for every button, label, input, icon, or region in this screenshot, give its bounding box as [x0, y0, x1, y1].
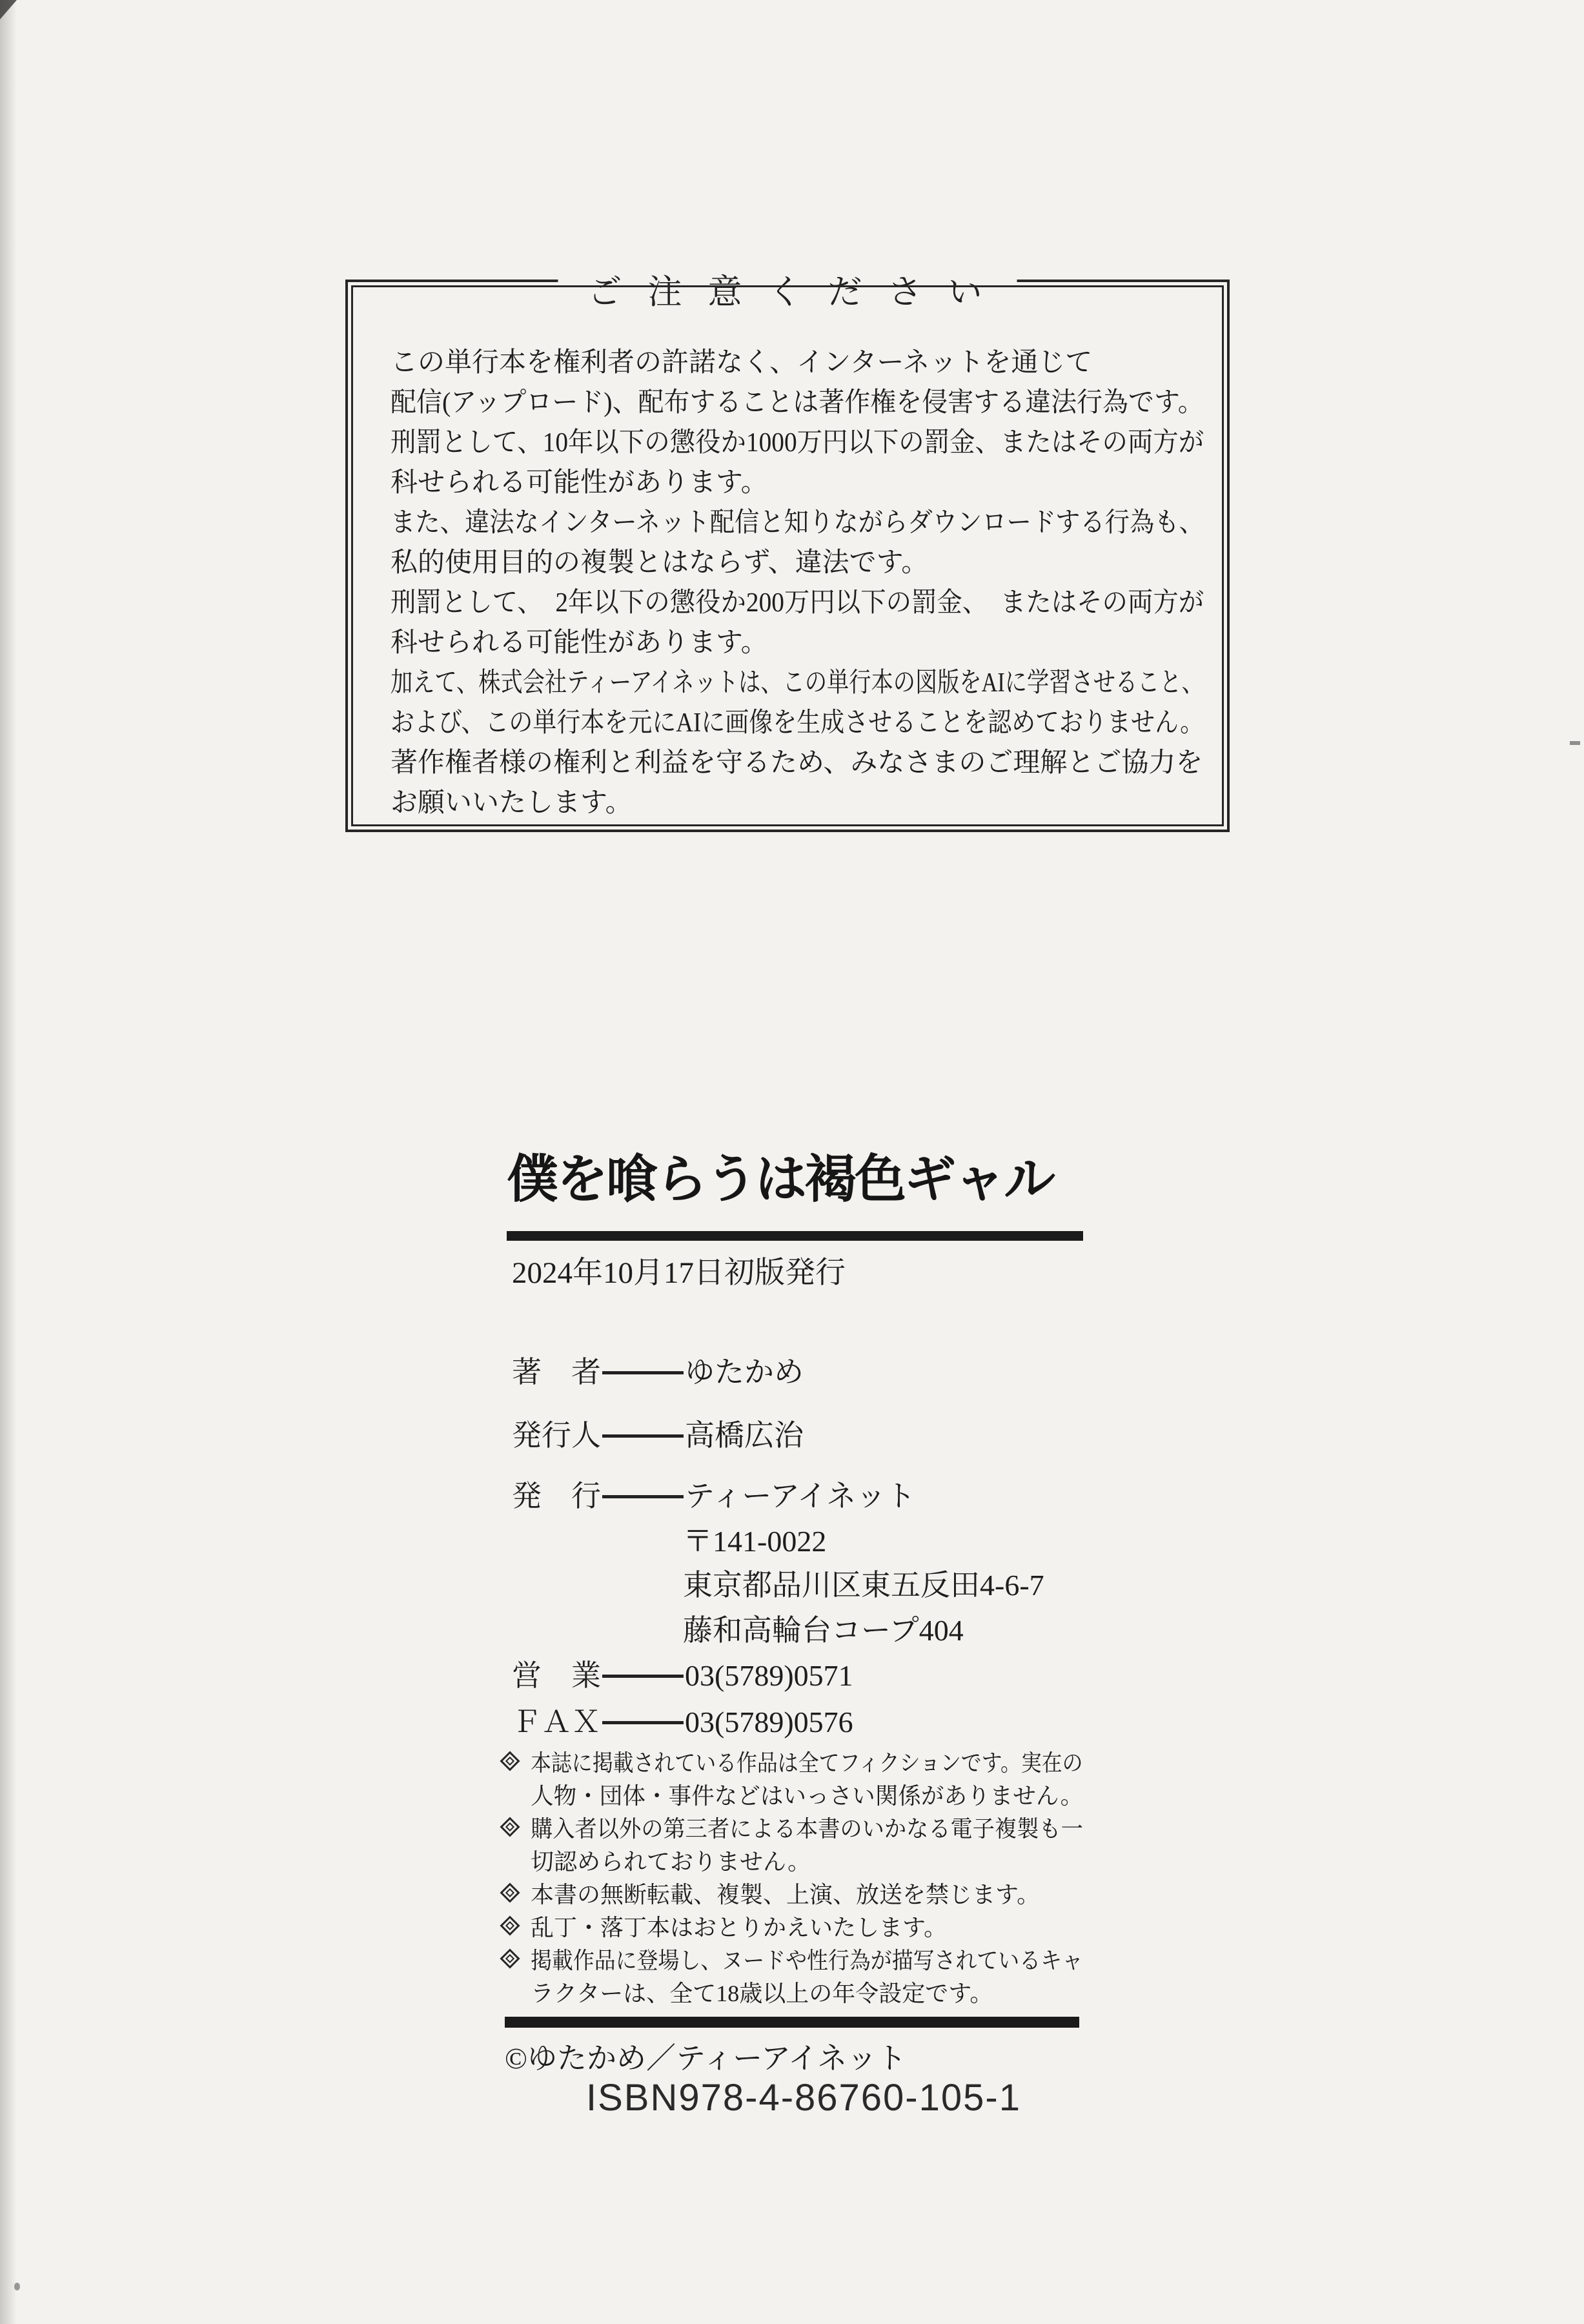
- notice-line: お願いいたします。: [391, 788, 633, 818]
- author-label: 著 者: [512, 1356, 601, 1389]
- fax-row: [512, 1704, 853, 1740]
- notice-line: 配信(アップロード)、配布することは著作権を侵害する違法行為です。: [391, 388, 1204, 418]
- notice-line: また、違法なインターネット配信と知りながらダウンロードする行為も、: [391, 508, 1204, 538]
- scan-artifact: [14, 2283, 20, 2290]
- address-line-1: 東京都品川区東五反田4-6-7: [683, 1569, 1044, 1602]
- note-line: 切認められておりません。: [531, 1849, 811, 1875]
- address-line-2: 藤和高輪台コープ404: [683, 1614, 964, 1647]
- leader-dash: [602, 1495, 684, 1498]
- note-line: 本誌に掲載されている作品は全てフィクションです。実在の: [502, 1747, 1083, 1780]
- scan-artifact: [1570, 741, 1580, 745]
- leader-dash: [602, 1434, 684, 1438]
- imprint-value: ティーアイネット: [685, 1480, 916, 1513]
- diamond-bullet-icon: [500, 1751, 520, 1771]
- author-value: ゆたかめ: [685, 1356, 804, 1389]
- diamond-bullet-icon: [500, 1915, 520, 1935]
- notice-line: 私的使用目的の複製とはならず、違法です。: [391, 548, 929, 578]
- publisher-person-label: 発行人: [512, 1419, 601, 1452]
- note-line: 購入者以外の第三者による本書のいかなる電子複製も一: [502, 1813, 1083, 1846]
- sales-row: [512, 1658, 853, 1694]
- copyright-line: ©ゆたかめ／ティーアイネット: [505, 2042, 907, 2075]
- note-line: 人物・団体・事件などはいっさい関係がありません。: [531, 1783, 1084, 1809]
- notice-line: 刑罰として、 2年以下の懲役か200万円以下の罰金、 またはその両方が: [391, 588, 1204, 618]
- footer-divider-rule: [505, 2017, 1079, 2028]
- fax-value: 03(5789)0576: [685, 1706, 853, 1738]
- notice-line: 刑罰として、10年以下の懲役か1000万円以下の罰金、またはその両方が: [391, 428, 1204, 458]
- notice-box: [345, 274, 1230, 832]
- note-line: 本書の無断転載、複製、上演、放送を禁じます。: [502, 1879, 1083, 1911]
- notice-line: 科せられる可能性があります。: [391, 628, 768, 658]
- diamond-bullet-icon: [500, 1882, 520, 1902]
- publisher-person-row: [512, 1418, 804, 1454]
- publisher-person-value: 高橋広治: [685, 1419, 804, 1452]
- notice-line: 加えて、株式会社ティーアイネットは、この単行本の図版をAIに学習させること、: [391, 668, 1204, 698]
- leader-dash: [602, 1675, 684, 1678]
- book-title: 僕を喰らうは褐色ギャル: [507, 1152, 1053, 1208]
- title-divider-rule: [507, 1231, 1083, 1241]
- leader-dash: [602, 1721, 684, 1724]
- notice-line: 著作権者様の権利と利益を守るため、みなさまのご理解とご協力を: [391, 748, 1203, 778]
- author-row: [512, 1354, 804, 1391]
- note-line: ラクターは、全て18歳以上の年令設定です。: [531, 1981, 993, 2006]
- leader-dash: [602, 1371, 684, 1374]
- imprint-label: 発 行: [512, 1480, 601, 1513]
- sales-label: 営 業: [512, 1659, 601, 1692]
- notice-box-title: ご注意ください: [558, 267, 1017, 318]
- edition-date: 2024年10月17日初版発行: [512, 1256, 846, 1290]
- imprint-row: [512, 1478, 915, 1514]
- note-line: 掲載作品に登場し、ヌードや性行為が描写されているキャ: [502, 1944, 1083, 1977]
- notice-box-inner: [351, 285, 1224, 826]
- scan-corner-artifact: [0, 0, 17, 19]
- isbn: ISBN978-4-86760-105-1: [586, 2077, 1021, 2119]
- notice-line: および、この単行本を元にAIに画像を生成させることを認めておりません。: [391, 708, 1204, 738]
- fax-label: ＦＡＸ: [512, 1706, 601, 1738]
- scan-edge-shade: [0, 0, 17, 2324]
- diamond-bullet-icon: [500, 1948, 520, 1968]
- sales-value: 03(5789)0571: [685, 1659, 853, 1692]
- postal-code: 〒141-0022: [683, 1525, 827, 1558]
- note-line: 乱丁・落丁本はおとりかえいたします。: [502, 1911, 1083, 1944]
- notice-line: この単行本を権利者の許諾なく、インターネットを通じて: [391, 348, 1093, 378]
- notes-section: [502, 1747, 1083, 2010]
- notice-line: 科せられる可能性があります。: [391, 468, 768, 498]
- diamond-bullet-icon: [500, 1817, 520, 1837]
